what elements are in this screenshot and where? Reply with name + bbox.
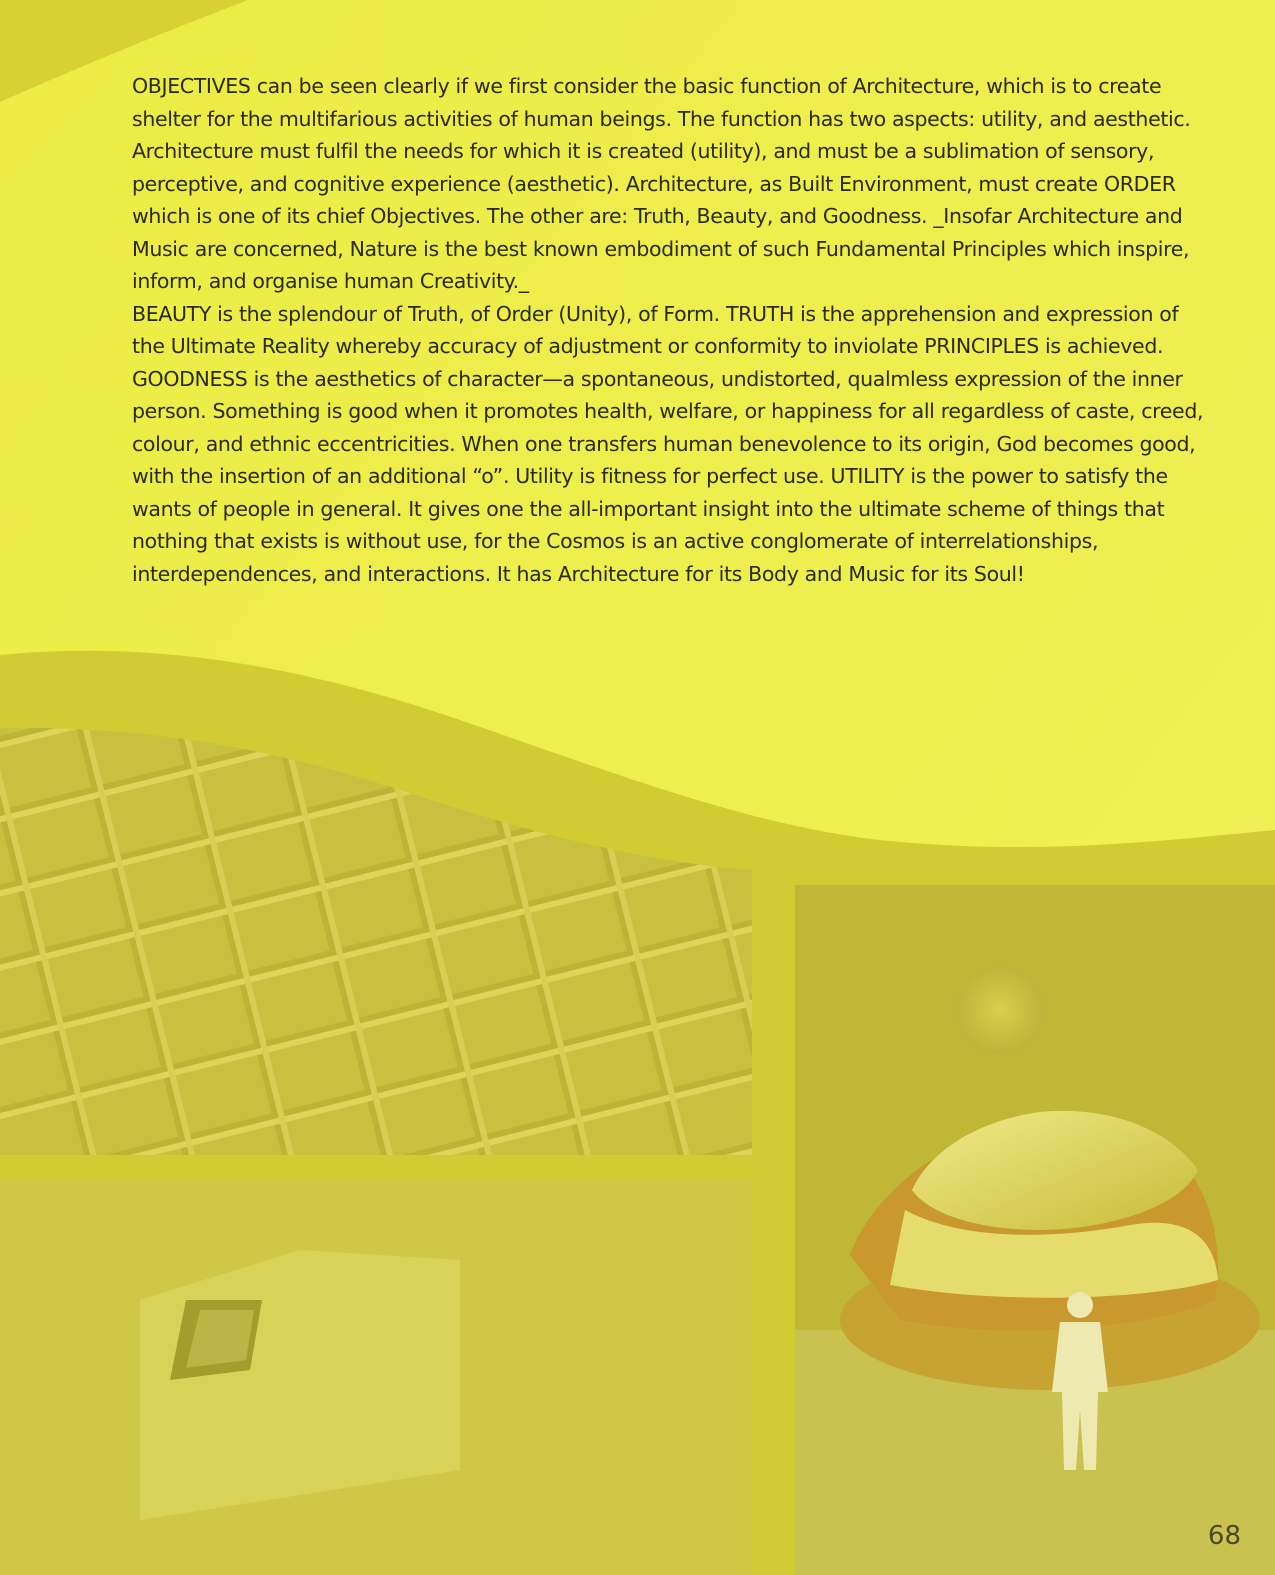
paragraph-beauty: BEAUTY is the splendour of Truth, of Order (Unity), of Form. TRUTH is the apprehension and expression of the Ultimate Reality whereby accuracy of adjustment or conformity to inviolate PRINCIPLES is achieved. GOODNESS is the aesthetics of character—a spontaneous, undistorted, qualmless expression of the inner person. Something is good when it promotes health, welfare, or happiness for all regardless of caste, creed, colour, and ethnic eccentricities. When one transfers human benevolence to its origin, God becomes good, with the insertion of an additional “o”. Utility is fitness for perfect use. UTILITY is the power to satisfy the wants of people in general. It gives one the all-important insight into the ultimate scheme of things that nothing that exists is without use, for the Cosmos is an active conglomerate of interrelationships, interdependences, and interactions. It has Architecture for its Body and Music for its Soul! (132, 301, 1204, 586)
shell-sculpture-with-figure-photo (795, 885, 1275, 1575)
paragraph-objectives: OBJECTIVES can be seen clearly if we first consider the basic function of Architecture, which is to create shelter for the multifarious activities of human beings. The function has two aspects: utility, and aesthetic. Architecture must fulfil the needs for which it is created (utility), and must be a sublimation of sensory, perceptive, and cognitive experience (aesthetic). Architecture, as Built Environment, must create ORDER which is one of its chief Objectives. The other are: Truth, Beauty, and Goodness. _Insofar Architecture and Music are concerned, Nature is the best known embodiment of such Fundamental Principles which inspire, inform, and organise human Creativity._ (132, 74, 1191, 293)
body-text (132, 70, 1212, 590)
page-number: 68 (1207, 1521, 1241, 1551)
interior-window-photo (0, 1180, 752, 1575)
